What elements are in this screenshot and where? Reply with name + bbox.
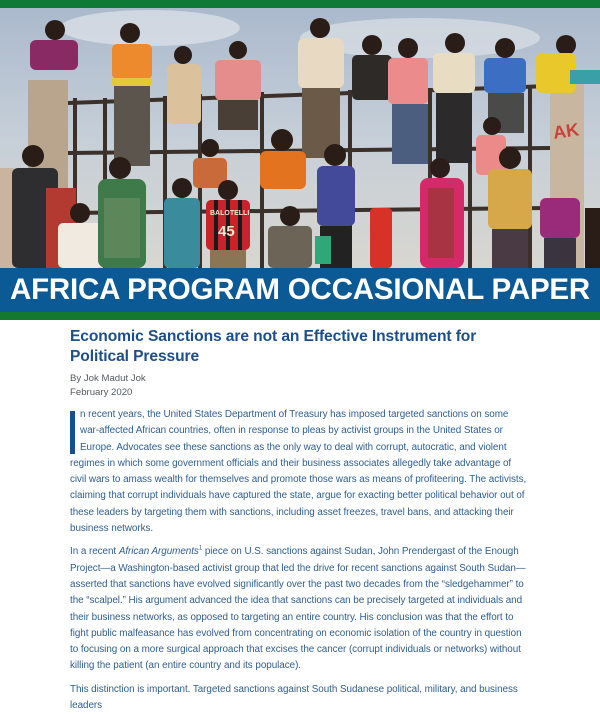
publication-name: African Arguments	[118, 546, 199, 558]
drop-cap	[70, 411, 75, 454]
graffiti: AK	[551, 119, 581, 143]
jersey-name: BALOTELLI	[210, 210, 250, 217]
green-stripe	[0, 312, 600, 320]
paragraph-2	[70, 544, 528, 674]
crowd-photo-icon	[0, 8, 600, 268]
author-byline: By Jok Madut Jok	[70, 373, 146, 384]
paragraph-2-text: piece on U.S. sanctions against Sudan, John Prendergast of the Enough Project—a Washington-based activist group that led the drive for recent sanctions against South Sudan—asserted that sanctions have evolved significantly over the past two decades from the “sledgehammer” to the “scalpel.” His argument advanced the idea that sanctions can be precisely targeted at individuals and their business networks, as opposed to targeting an entire country. His conclusion was that the effort to fight public malfeasance has evolved from concentrating on economic isolation of the country in question to focusing on a more surgical approach that excises the cancer (corrupt individuals or networks) without killing the patient (an entire country and its populace).	[70, 546, 526, 672]
top-accent-bar	[0, 0, 600, 8]
series-banner	[0, 268, 600, 312]
paragraph-3-text: This distinction is important. Targeted sanctions against South Sudanese political, military, and business leaders	[70, 683, 518, 712]
paragraph-1-text: n recent years, the United States Department of Treasury has imposed targeted sanctions on some war-affected African countries, often in response to pleas by activist groups in the United States or Europe. Advocates see these sanctions as the only way to deal with corrupt, autocratic, and violent regimes in which some government officials and their business associates allegedly take advantage of civil wars to amass wealth for themselves and promote those wars as means of profiteering. The activists, claiming that corrupt individuals have captured the state, argue for exacting better political behavior out of these leaders by targeting them with sanctions, including asset freezes, travel bans, and attacking their business networks.	[70, 409, 527, 535]
series-title: AFRICA PROGRAM OCCASIONAL PAPER	[10, 273, 590, 306]
paragraph-3	[70, 682, 528, 714]
jersey-number: 45	[218, 223, 235, 240]
paragraph-2-prefix: In a recent	[70, 546, 119, 558]
footnote-ref[interactable]: 1	[198, 546, 203, 553]
article	[70, 327, 528, 714]
publication-date: February 2020	[70, 387, 133, 398]
article-title: Economic Sanctions are not an Effective Instrument for Political Pressure	[70, 328, 477, 365]
cover-photo	[0, 8, 600, 268]
paragraph-1	[70, 407, 528, 537]
